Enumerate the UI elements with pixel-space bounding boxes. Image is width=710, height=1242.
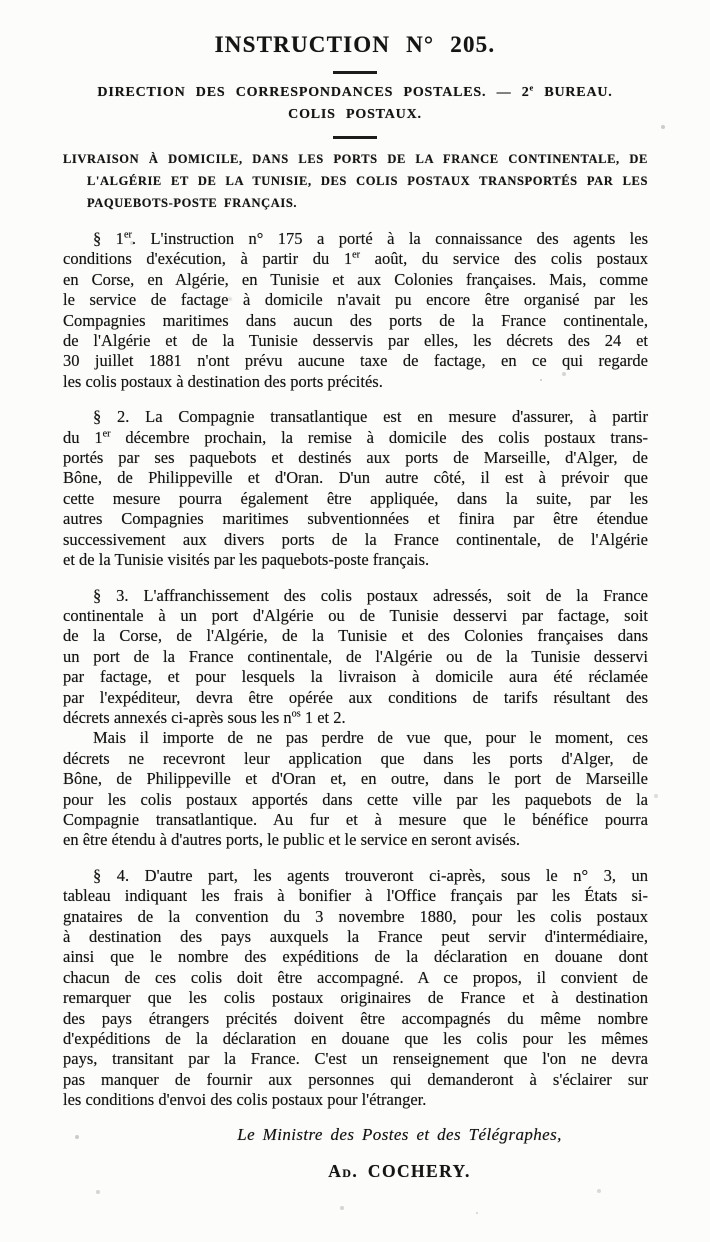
text-line: § 1er. L'instruction n° 175 a porté à la connaissance des agents les xyxy=(93,229,649,248)
text-line: Mais il importe de ne pas perdre de vue que, pour le moment, ces xyxy=(93,728,648,748)
text-line: par l'expéditeur, devra être opérée aux conditions de tarifs résultant des xyxy=(63,687,648,707)
text-line: gnataires de la convention du 3 novembre 1880, pour les colis postaux xyxy=(63,906,648,926)
text-line: 30 juillet 1881 n'ont prévu aucune taxe de factage, en ce qui regarde xyxy=(63,351,648,371)
paragraph-4 xyxy=(63,866,648,1111)
text-line: d'expéditions de la déclaration en douane que les colis pour les mêmes xyxy=(63,1029,648,1049)
text-line: des pays étrangers précités doivent être accompagnés du même nombre xyxy=(63,1008,648,1028)
text-line: tableau indiquant les frais à bonifier à l'Office français par les États si- xyxy=(63,886,648,906)
paragraph-3-continuation xyxy=(63,728,648,850)
text-line: les colis postaux à destination des ports précités. xyxy=(63,371,383,391)
text-line: PAQUEBOTS-POSTE FRANÇAIS. xyxy=(87,196,298,210)
divider-rule-middle xyxy=(333,136,377,139)
text-line: § 2. La Compagnie transatlantique est en mesure d'assurer, à partir xyxy=(93,407,648,427)
text-line: remarquer que les colis postaux originaires de France et à destination xyxy=(63,988,648,1008)
signature-name: Ad. COCHERY. xyxy=(328,1160,471,1181)
scan-noise-speckles xyxy=(0,0,2,2)
text-line: à destination des pays auxquels la France peut servir d'intermédiaire, xyxy=(63,927,648,946)
signature-role: Le Ministre des Postes et des Télégraphes, xyxy=(237,1124,562,1144)
text-line: du 1er décembre prochain, la remise à domicile des colis postaux trans- xyxy=(63,427,649,447)
text-line: portés par ses paquebots et destinés aux ports de Marseille, d'Alger, de xyxy=(63,448,648,468)
document-title: INSTRUCTION N° 205. xyxy=(214,32,496,57)
text-line: les conditions d'envoi des colis postaux pour l'étranger. xyxy=(63,1090,427,1110)
document-body xyxy=(63,148,648,1111)
text-line: pour les colis postaux apportés dans cette ville par les paquebots de la xyxy=(63,789,648,809)
text-line: chacun de ces colis doit être accompagné. A ce propos, il convient de xyxy=(63,967,648,987)
text-line: Compagnies maritimes dans aucun des ports de la France continentale, xyxy=(63,310,648,330)
signature-block xyxy=(63,1124,648,1182)
text-line: conditions d'exécution, à partir du 1er août, du service des colis postaux xyxy=(63,249,648,269)
text-line: L'ALGÉRIE ET DE LA TUNISIE, DES COLIS POSTAUX TRANSPORTÉS PAR LES xyxy=(87,174,648,188)
subject-heading xyxy=(63,148,648,214)
text-line: pas manquer de fournir aux personnes qui demanderont à s'éclairer sur xyxy=(63,1069,648,1089)
text-line: de l'Algérie et de la Tunisie desservis par elles, les décrets des 24 et xyxy=(63,331,648,351)
text-line: de la Corse, de l'Algérie, de la Tunisie et des Colonies françaises dans xyxy=(63,626,648,646)
text-line: pays, transitant par la France. C'est un renseignement que l'on ne devra xyxy=(63,1049,648,1069)
text-line: cette mesure pourra également être appliquée, dans la suite, par les xyxy=(63,488,648,508)
text-line: Compagnie transatlantique. Au fur et à mesure que le bénéfice pourra xyxy=(63,809,648,829)
text-line: successivement aux divers ports de la France continentale, de l'Algérie xyxy=(63,529,648,549)
text-line: ainsi que le nombre des expéditions de la déclaration en douane dont xyxy=(63,947,648,967)
department-heading: DIRECTION DES CORRESPONDANCES POSTALES. — 2e BUREAU. xyxy=(97,83,613,100)
service-heading: COLIS POSTAUX. xyxy=(288,107,422,122)
paragraph-3 xyxy=(63,586,648,729)
text-line: continentale à un port d'Algérie ou de Tunisie desservi par factage, soit xyxy=(63,605,648,625)
text-line: en Corse, en Algérie, en Tunisie et aux Colonies françaises. Mais, comme xyxy=(63,269,648,289)
text-line: LIVRAISON À DOMICILE, DANS LES PORTS DE LA FRANCE CONTINENTALE, DE xyxy=(63,152,648,166)
text-line: § 4. D'autre part, les agents trouveront ci-après, sous le n° 3, un xyxy=(93,865,648,885)
text-line: par factage, et pour lesquels la livraison à domicile aura été réclamée xyxy=(63,667,648,687)
text-line: décrets ne recevront leur application que dans les ports d'Alger, de xyxy=(63,748,648,768)
text-line: un port de la France continentale, de l'Algérie ou de la Tunisie desservi xyxy=(63,646,648,666)
text-line: le service de factage à domicile n'avait pu encore être organisé par les xyxy=(63,290,648,310)
paragraph-2 xyxy=(63,407,648,570)
text-line: § 3. L'affranchissement des colis postaux adressés, soit de la France xyxy=(93,585,648,605)
text-line: Bône, de Philippeville et d'Oran et, en outre, dans le port de Marseille xyxy=(63,769,648,789)
divider-rule-top xyxy=(333,71,377,74)
text-line: Bône, de Philippeville et d'Oran. D'un autre côté, il est à prévoir que xyxy=(63,468,648,488)
text-line: en être étendu à d'autres ports, le public et le service en seront avisés. xyxy=(63,830,521,850)
text-line: décrets annexés ci-après sous les $n^{os}$ 1 et 2. xyxy=(63,707,346,727)
paragraph-1 xyxy=(63,229,648,392)
text-line: autres Compagnies maritimes subventionnées et finira par être étendue xyxy=(63,509,648,529)
text-line: et de la Tunisie visités par les paquebots-poste français. xyxy=(63,550,430,570)
